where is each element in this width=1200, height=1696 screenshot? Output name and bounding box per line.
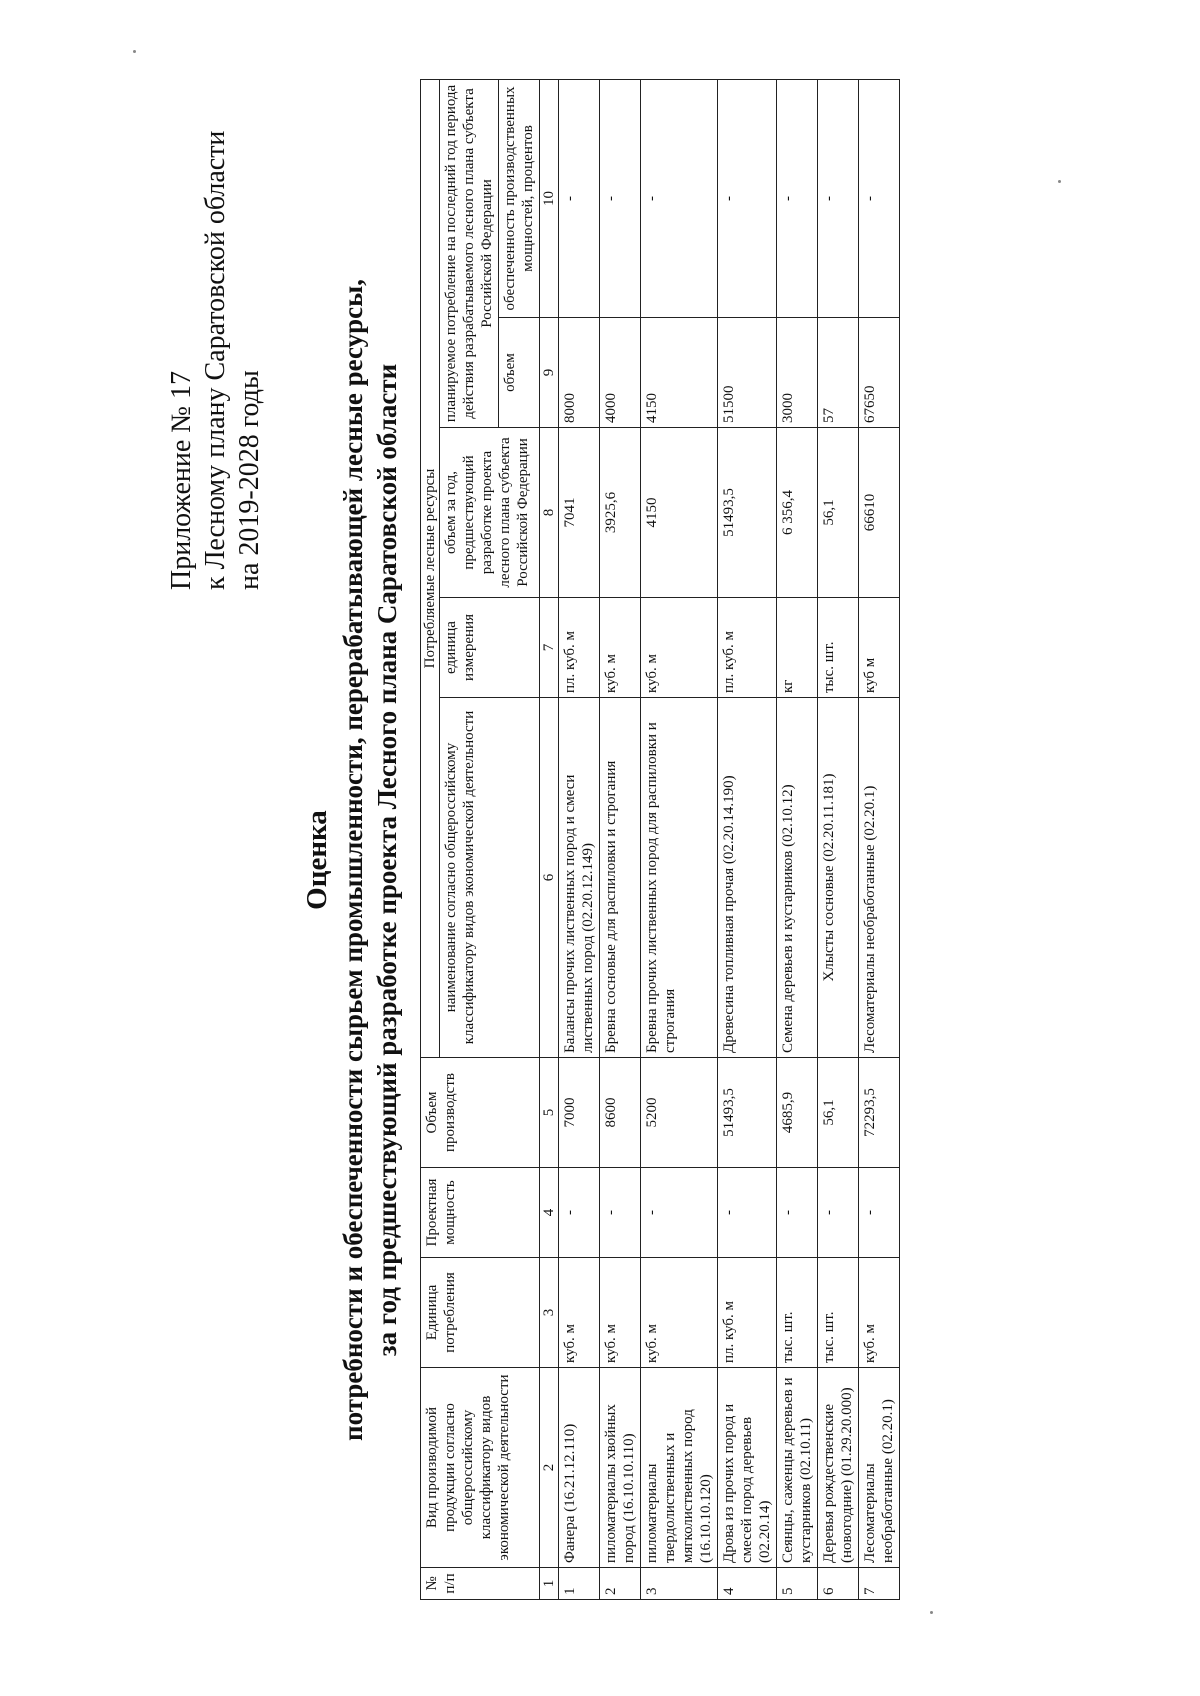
cell-product: Фанера (16.21.12.110) <box>559 1368 600 1568</box>
col-number: 5 <box>540 1058 559 1168</box>
cell-product: Лесоматериалы необработанные (02.20.1) <box>859 1368 900 1568</box>
cell-res-name: Бревна сосновые для распиловки и строгания <box>600 698 641 1058</box>
header-res-volume: объем за год, предшествующий разработке проекта лесного плана субъекта Российской Федерации <box>440 428 540 598</box>
cell-res-unit: тыс. шт. <box>818 598 859 698</box>
appendix-line-2: к Лесному плану Саратовской области <box>200 130 231 590</box>
cell-product: пиломатериалы хвойных пород (16.10.10.110) <box>600 1368 641 1568</box>
cell-no: 3 <box>641 1568 718 1600</box>
header-planned-volume: объем <box>499 318 540 428</box>
cell-plan-volume: 3000 <box>777 318 818 428</box>
cell-volume: 5200 <box>641 1058 718 1168</box>
cell-unit: куб. м <box>859 1258 900 1368</box>
cell-plan-volume: 8000 <box>559 318 600 428</box>
assessment-table <box>420 79 900 1600</box>
header-no: № п/п <box>421 1568 540 1600</box>
cell-volume: 51493,5 <box>718 1058 777 1168</box>
cell-res-volume: 51493,5 <box>718 428 777 598</box>
cell-capacity: - <box>777 1168 818 1258</box>
cell-capacity: - <box>718 1168 777 1258</box>
cell-res-volume: 3925,6 <box>600 428 641 598</box>
cell-res-name: Балансы прочих лиственных пород и смеси лиственных пород (02.20.12.149) <box>559 698 600 1058</box>
col-number: 9 <box>540 318 559 428</box>
cell-product: Деревья рождественские (новогодние) (01.29.20.000) <box>818 1368 859 1568</box>
appendix-line-1: Приложение № 17 <box>166 371 197 590</box>
cell-plan-supply: - <box>777 79 818 317</box>
cell-res-volume: 7041 <box>559 428 600 598</box>
cell-product: Сеянцы, саженцы деревьев и кустарников (02.10.11) <box>777 1368 818 1568</box>
col-number: 7 <box>540 598 559 698</box>
cell-volume: 4685,9 <box>777 1058 818 1168</box>
cell-no: 5 <box>777 1568 818 1600</box>
column-numbers-row <box>540 79 559 1599</box>
cell-res-unit: куб м <box>859 598 900 698</box>
col-number: 4 <box>540 1168 559 1258</box>
cell-unit: тыс. шт. <box>818 1258 859 1368</box>
cell-plan-volume: 4000 <box>600 318 641 428</box>
cell-unit: куб. м <box>600 1258 641 1368</box>
cell-res-volume: 56,1 <box>818 428 859 598</box>
appendix-line-3: на 2019-2028 годы <box>234 370 265 590</box>
cell-no: 4 <box>718 1568 777 1600</box>
cell-volume: 7000 <box>559 1058 600 1168</box>
cell-unit: куб. м <box>559 1258 600 1368</box>
cell-capacity: - <box>859 1168 900 1258</box>
cell-plan-supply: - <box>818 79 859 317</box>
cell-res-name: Хлысты сосновые (02.20.11.181) <box>818 698 859 1058</box>
col-number: 1 <box>540 1568 559 1600</box>
col-number: 2 <box>540 1368 559 1568</box>
cell-plan-supply: - <box>859 79 900 317</box>
col-number: 10 <box>540 79 559 317</box>
cell-res-unit: куб. м <box>600 598 641 698</box>
cell-capacity: - <box>818 1168 859 1258</box>
cell-product: пиломатериалы твердолиственных и мягколиственных пород (16.10.10.120) <box>641 1368 718 1568</box>
header-planned-group: планируемое потребление на последний год периода действия разрабатываемого лесного плана субъекта Российской Федерации <box>440 79 499 427</box>
header-unit: Единица потребления <box>421 1258 540 1368</box>
header-capacity: Проектная мощность <box>421 1168 540 1258</box>
cell-no: 7 <box>859 1568 900 1600</box>
title-main: Оценка <box>301 810 333 910</box>
title-line-2: за год предшествующий разработке проекта Лесного плана Саратовской области <box>372 363 402 1357</box>
scan-speck <box>1058 180 1061 183</box>
table-row <box>818 79 859 1599</box>
cell-no: 6 <box>818 1568 859 1600</box>
col-number: 6 <box>540 698 559 1058</box>
table-row <box>559 79 600 1599</box>
col-number: 8 <box>540 428 559 598</box>
cell-volume: 56,1 <box>818 1058 859 1168</box>
appendix-header <box>165 110 267 590</box>
cell-res-unit: кг <box>777 598 818 698</box>
cell-res-name: Бревна прочих лиственных пород для распиловки и строгания <box>641 698 718 1058</box>
cell-res-volume: 4150 <box>641 428 718 598</box>
cell-unit: тыс. шт. <box>777 1258 818 1368</box>
cell-no: 2 <box>600 1568 641 1600</box>
cell-capacity: - <box>559 1168 600 1258</box>
table-row <box>777 79 818 1599</box>
cell-plan-supply: - <box>718 79 777 317</box>
cell-volume: 8600 <box>600 1058 641 1168</box>
document-title <box>300 140 404 1580</box>
cell-plan-volume: 4150 <box>641 318 718 428</box>
table-row <box>641 79 718 1599</box>
cell-volume: 72293,5 <box>859 1058 900 1168</box>
table-row <box>600 79 641 1599</box>
cell-res-unit: куб. м <box>641 598 718 698</box>
header-volume: Объем производств <box>421 1058 540 1168</box>
cell-plan-volume: 51500 <box>718 318 777 428</box>
cell-plan-supply: - <box>559 79 600 317</box>
document-page <box>0 70 1200 1670</box>
cell-res-name: Семена деревьев и кустарников (02.10.12) <box>777 698 818 1058</box>
cell-capacity: - <box>641 1168 718 1258</box>
header-product: Вид производимой продукции согласно общероссийскому классификатору видов экономической деятельности <box>421 1368 540 1568</box>
header-planned-supply: обеспеченность производственных мощностей, процентов <box>499 79 540 317</box>
scan-speck <box>133 50 136 53</box>
cell-product: Дрова из прочих пород и смесей пород деревьев (02.20.14) <box>718 1368 777 1568</box>
cell-unit: куб. м <box>641 1258 718 1368</box>
cell-plan-supply: - <box>600 79 641 317</box>
header-consumed-group: Потребляемые лесные ресурсы <box>421 79 440 1057</box>
header-res-unit: единица измерения <box>440 598 540 698</box>
cell-res-unit: пл. куб. м <box>718 598 777 698</box>
cell-plan-supply: - <box>641 79 718 317</box>
cell-res-name: Лесоматериалы необработанные (02.20.1) <box>859 698 900 1058</box>
cell-plan-volume: 67650 <box>859 318 900 428</box>
cell-res-name: Древесина топливная прочая (02.20.14.190) <box>718 698 777 1058</box>
cell-res-volume: 6 356,4 <box>777 428 818 598</box>
cell-res-unit: пл. куб. м <box>559 598 600 698</box>
cell-plan-volume: 57 <box>818 318 859 428</box>
header-res-name: наименование согласно общероссийскому классификатору видов экономической деятельности <box>440 698 540 1058</box>
cell-unit: пл. куб. м <box>718 1258 777 1368</box>
table-row <box>718 79 777 1599</box>
cell-res-volume: 66610 <box>859 428 900 598</box>
table-row <box>859 79 900 1599</box>
title-line-1: потребности и обеспеченности сырьем промышленности, перерабатывающей лесные ресурсы, <box>338 279 368 1441</box>
cell-no: 1 <box>559 1568 600 1600</box>
col-number: 3 <box>540 1258 559 1368</box>
cell-capacity: - <box>600 1168 641 1258</box>
scan-speck <box>930 1611 933 1614</box>
